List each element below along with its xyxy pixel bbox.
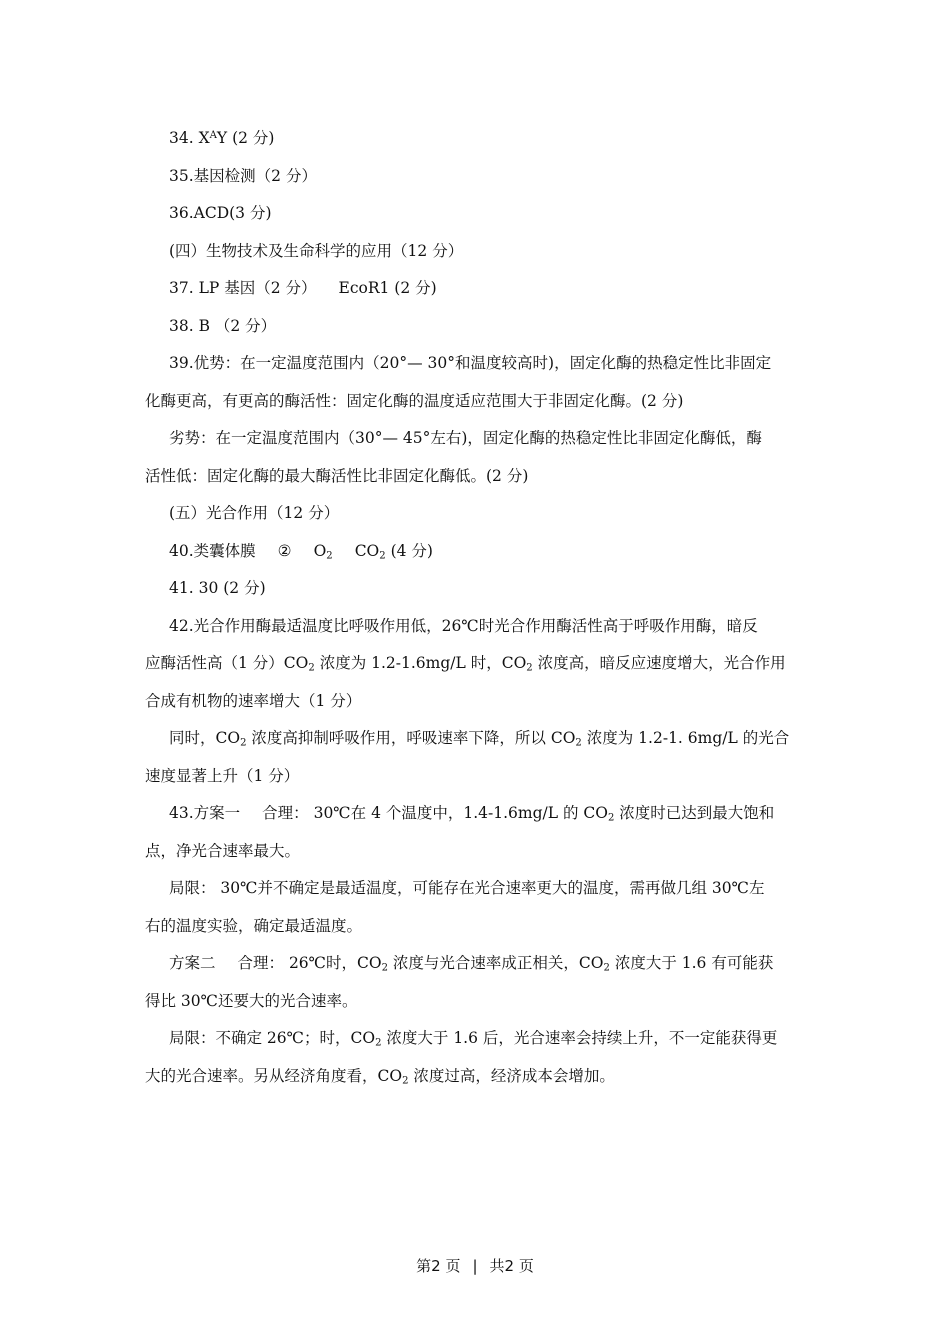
answer-42-line-4: 同时，$CO_2$ 浓度高抑制呼吸作用，呼吸速率下降，所以 $CO_2$ 浓度为 1.2-1. 6mg/L 的光合 (169, 729, 790, 749)
page-number-total: 共2 页 (489, 1257, 534, 1275)
answer-42-line-3: 合成有机物的速率增大（1 分） (145, 691, 362, 710)
answer-43-line-4: 右的温度实验，确定最适温度。 (145, 916, 363, 935)
section-heading-5: (五）光合作用（12 分） (169, 504, 340, 522)
answer-34: 34. $X^AY$ (2 分) (169, 129, 275, 147)
answer-39-line-4: 活性低：固定化酶的最大酶活性比非固定化酶低。(2 分) (145, 466, 529, 485)
answer-43-line-7: 局限：不确定 26℃；时，$CO_2$ 浓度大于 1.6 后，光合速率会持续上升，不一定能获得更 (169, 1029, 778, 1049)
answer-43-line-5: 方案二 合理： 26℃时，$CO_2$ 浓度与光合速率成正相关，$CO_2$ 浓度大于 1.6 有可能获 (169, 954, 774, 974)
page-number-separator: | (472, 1257, 478, 1275)
answer-40: 40.类囊体膜 ② $O_2$ $CO_2$ (4 分) (169, 541, 433, 562)
page-footer (0, 1255, 950, 1276)
answer-37: 37. LP 基因（2 分） EcoR1 (2 分) (169, 279, 437, 297)
answer-39-line-3: 劣势：在一定温度范围内（30°— 45°左右)，固定化酶的热稳定性比非固定化酶低，酶 (169, 429, 762, 447)
answer-42-line-1: 42.光合作用酶最适温度比呼吸作用低，26℃时光合作用酶活性高于呼吸作用酶，暗反 (169, 616, 758, 635)
answer-41: 41. 30 (2 分) (169, 579, 266, 597)
section-heading-4: (四）生物技术及生命科学的应用（12 分） (169, 241, 464, 260)
answer-36: 36.ACD(3 分) (169, 204, 272, 222)
answer-39-line-1: 39.优势：在一定温度范围内（20°— 30°和温度较高时)，固定化酶的热稳定性比非固定 (169, 354, 772, 372)
answer-43-line-2: 点，净光合速率最大。 (145, 841, 301, 860)
answer-35: 35.基因检测（2 分） (169, 166, 317, 185)
answer-42-line-2: 应酶活性高（1 分）$CO_2$ 浓度为 1.2-1.6mg/L 时，$CO_2$ 浓度高，暗反应速度增大，光合作用 (145, 654, 786, 674)
answer-42-line-5: 速度显著上升（1 分） (145, 766, 300, 785)
answer-38: 38. B （2 分） (169, 316, 277, 335)
answer-43-line-6: 得比 30℃还要大的光合速率。 (145, 991, 358, 1010)
answer-43-line-3: 局限： 30℃并不确定是最适温度，可能存在光合速率更大的温度，需再做几组 30℃左 (169, 879, 765, 897)
page-number-current: 第2 页 (416, 1257, 461, 1275)
answer-content (145, 120, 810, 1095)
answer-43-line-1: 43.方案一 合理： 30℃在 4 个温度中，1.4-1.6mg/L 的 $CO_2$ 浓度时已达到最大饱和 (169, 804, 775, 824)
answer-43-line-8: 大的光合速率。另从经济角度看，$CO_2$ 浓度过高，经济成本会增加。 (145, 1066, 615, 1087)
answer-39-line-2: 化酶更高，有更高的酶活性：固定化酶的温度适应范围大于非固定化酶。(2 分) (145, 391, 684, 410)
